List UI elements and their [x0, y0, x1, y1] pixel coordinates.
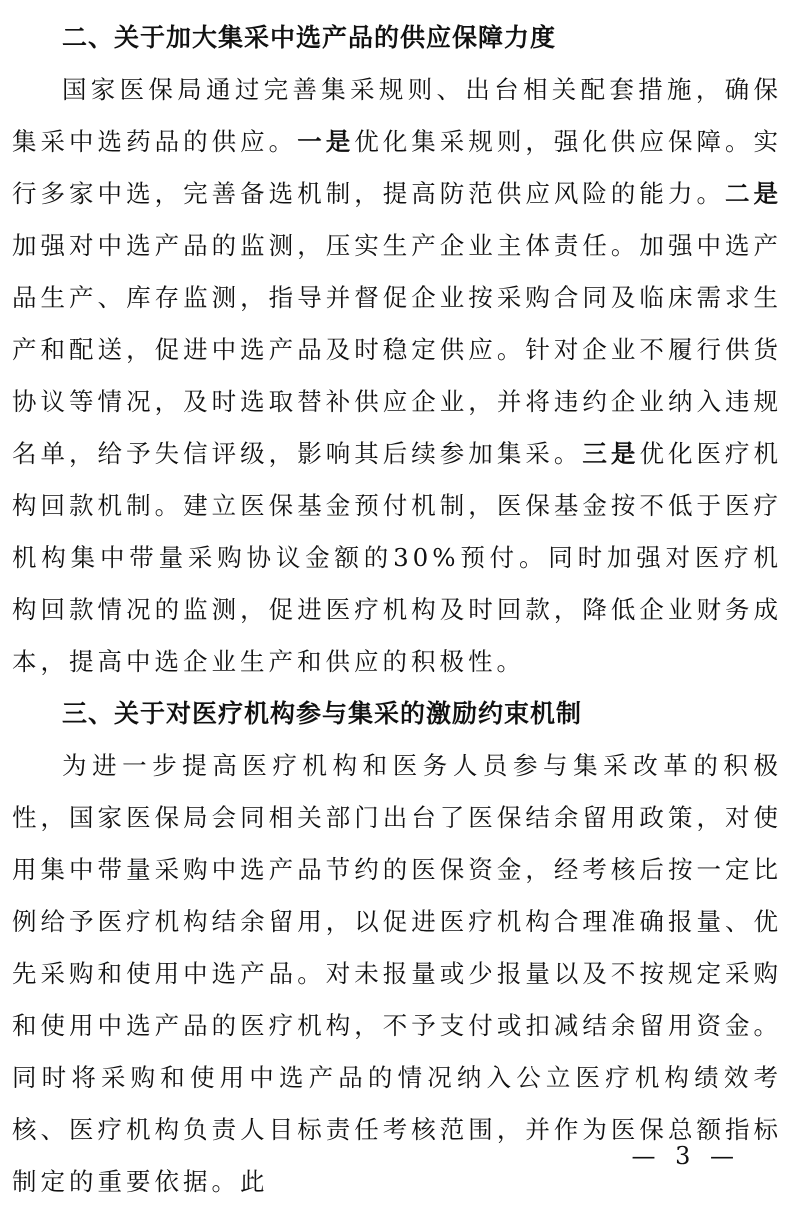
page-number: — 3 —: [631, 1142, 740, 1170]
paragraph-supply-guarantee: [12, 64, 782, 688]
paragraph-third-text: 优化医疗机构回款机制。建立医保基金预付机制，医保基金按不低于医疗机构集中带量采购协议金额的30%预付。同时加强对医疗机构回款情况的监测，促进医疗机构及时回款，降低企业财务成本，提高中选企业生产和供应的积极性。: [12, 439, 783, 676]
paragraph-incentive-mechanism: 为进一步提高医疗机构和医务人员参与集采改革的积极性，国家医保局会同相关部门出台了医保结余留用政策，对使用集中带量采购中选产品节约的医保资金，经考核后按一定比例给予医疗机构结余留用，以促进医疗机构合理准确报量、优先采购和使用中选产品。对未报量或少报量以及不按规定采购和使用中选产品的医疗机构，不予支付或扣减结余留用资金。同时将采购和使用中选产品的情况纳入公立医疗机构绩效考核、医疗机构负责人目标责任考核范围，并作为医保总额指标制定的重要依据。此: [12, 751, 782, 1196]
paragraph-second-text: 加强对中选产品的监测，压实生产企业主体责任。加强中选产品生产、库存监测，指导并督促企业按采购合同及临床需求生产和配送，促进中选产品及时稳定供应。针对企业不履行供货协议等情况，及时选取替补供应企业，并将违约企业纳入违规名单，给予失信评级，影响其后续参加集采。: [12, 231, 782, 468]
emphasis-second: 二是: [724, 179, 783, 208]
section-heading-supply-guarantee: 二、关于加大集采中选产品的供应保障力度: [62, 23, 557, 52]
emphasis-third: 三是: [582, 439, 640, 468]
paragraph-first-text: 优化集采规则，强化供应保障。实行多家中选，完善备选机制，提高防范供应风险的能力。: [12, 127, 783, 208]
section-heading-incentive-mechanism: 三、关于对医疗机构参与集采的激励约束机制: [62, 699, 583, 728]
emphasis-first: 一是: [297, 127, 355, 156]
paragraph-intro-text: 国家医保局通过完善集采规则、出台相关配套措施，确保集采中选药品的供应。: [12, 75, 782, 156]
